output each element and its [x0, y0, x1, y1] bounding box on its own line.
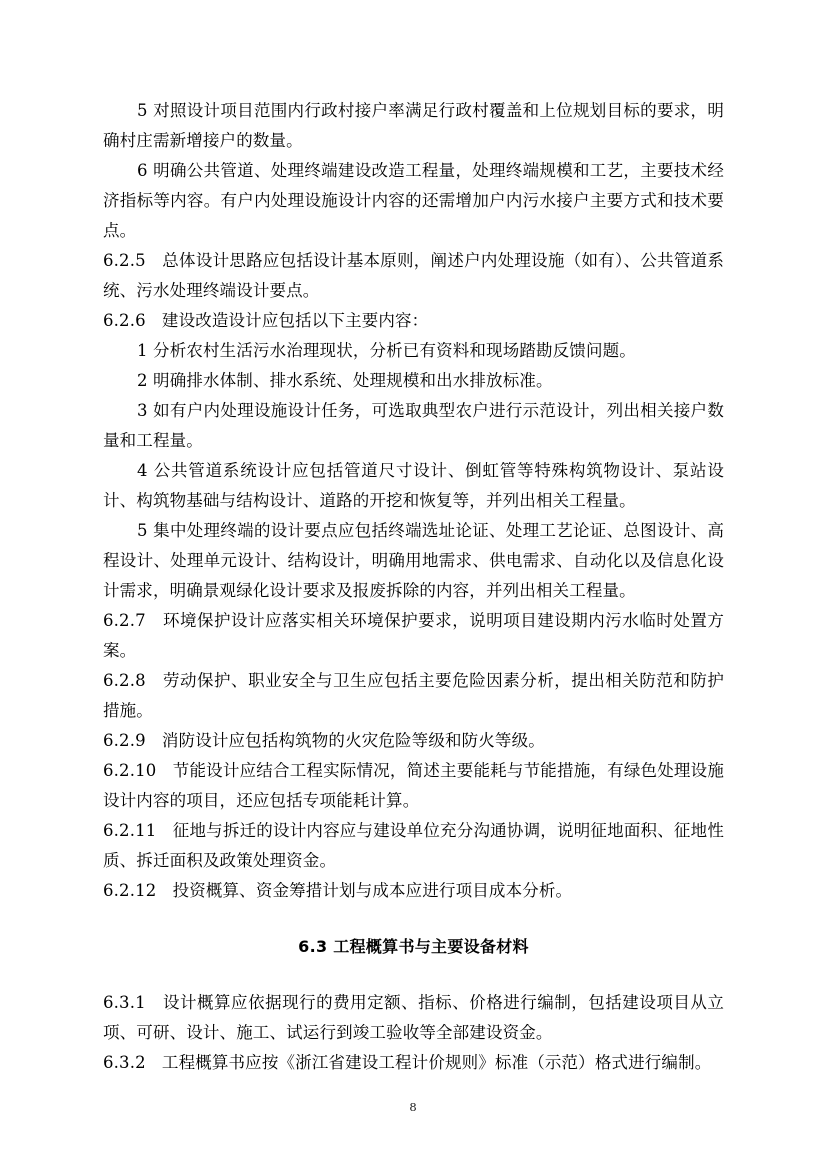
clause-text: 投资概算、资金筹措计划与成本应进行项目成本分析。 — [172, 881, 573, 900]
document-body — [103, 96, 724, 1078]
clause-number: 6.2.5 — [103, 251, 146, 270]
list-item-paragraph — [103, 396, 724, 456]
clause-text: 设计概算应依据现行的费用定额、指标、价格进行编制，包括建设项目从立项、可研、设计、施工、试运行到竣工验收等全部建设资金。 — [103, 993, 725, 1042]
list-item-paragraph — [103, 456, 724, 516]
clause-text: 劳动保护、职业安全与卫生应包括主要危险因素分析，提出相关防范和防护措施。 — [103, 671, 725, 720]
clause-number-separator — [156, 881, 172, 900]
clause-paragraph — [103, 606, 724, 666]
clause-paragraph — [103, 306, 724, 336]
clause-paragraph — [103, 726, 724, 756]
clause-number-separator — [156, 821, 172, 840]
clause-paragraph — [103, 876, 724, 906]
clause-text: 征地与拆迁的设计内容应与建设单位充分沟通协调，说明征地面积、征地性质、拆迁面积及政策处理资金。 — [103, 821, 724, 870]
clause-number-separator — [146, 611, 163, 630]
list-item-paragraph — [103, 366, 724, 396]
list-item-paragraph — [103, 516, 724, 606]
clause-number-separator — [146, 671, 163, 690]
list-item-paragraph — [103, 96, 724, 156]
clause-number: 6.2.11 — [103, 821, 157, 840]
clause-paragraph — [103, 666, 724, 726]
clause-paragraph — [103, 816, 724, 876]
clause-number: 6.3.2 — [103, 1053, 146, 1072]
clause-text: 总体设计思路应包括设计基本原则，阐述户内处理设施（如有）、公共管道系统、污水处理终端设计要点。 — [103, 251, 724, 300]
clause-text: 环境保护设计应落实相关环境保护要求，说明项目建设期内污水临时处置方案。 — [103, 611, 725, 660]
list-item-text: 1 分析农村生活污水治理现状，分析已有资料和现场踏勘反馈问题。 — [137, 341, 636, 360]
clause-number-separator — [146, 1053, 162, 1072]
clause-number: 6.2.10 — [103, 761, 157, 780]
clause-text: 消防设计应包括构筑物的火灾危险等级和防火等级。 — [161, 731, 545, 750]
clause-number: 6.2.12 — [103, 881, 157, 900]
clause-number-separator — [146, 993, 163, 1012]
clause-number-separator — [146, 311, 162, 330]
list-item-text: 3 如有户内处理设施设计任务，可选取典型农户进行示范设计，列出相关接户数量和工程量。 — [103, 401, 724, 450]
clause-paragraph — [103, 756, 724, 816]
list-item-text: 4 公共管道系统设计应包括管道尺寸设计、倒虹管等特殊构筑物设计、泵站设计、构筑物基础与结构设计、道路的开挖和恢复等，并列出相关工程量。 — [103, 461, 724, 510]
list-item-text: 5 对照设计项目范围内行政村接户率满足行政村覆盖和上位规划目标的要求，明确村庄需新增接户的数量。 — [103, 101, 724, 150]
clause-paragraph — [103, 1048, 724, 1078]
clause-number: 6.2.7 — [103, 611, 146, 630]
clause-number: 6.2.9 — [103, 731, 146, 750]
list-item-paragraph — [103, 336, 724, 366]
section-heading: 6.3 工程概算书与主要设备材料 — [298, 937, 529, 956]
clause-paragraph — [103, 988, 724, 1048]
clause-paragraph — [103, 246, 724, 306]
list-item-paragraph — [103, 156, 724, 246]
clause-number-separator — [156, 761, 172, 780]
page-number: 8 — [409, 1100, 417, 1114]
list-item-text: 6 明确公共管道、处理终端建设改造工程量，处理终端规模和工艺，主要技术经济指标等内容。有户内处理设施设计内容的还需增加户内污水接户主要方式和技术要点。 — [103, 161, 724, 240]
heading-spacer-top — [103, 906, 724, 932]
clause-text: 工程概算书应按《浙江省建设工程计价规则》标准（示范）格式进行编制。 — [161, 1053, 712, 1072]
heading-spacer-bottom — [103, 962, 724, 988]
clause-number-separator — [146, 731, 162, 750]
clause-number-separator — [146, 251, 163, 270]
clause-number: 6.2.8 — [103, 671, 146, 690]
clause-text: 节能设计应结合工程实际情况，简述主要能耗与节能措施，有绿色处理设施设计内容的项目，还应包括专项能耗计算。 — [103, 761, 724, 810]
clause-number: 6.3.1 — [103, 993, 146, 1012]
clause-number: 6.2.6 — [103, 311, 146, 330]
list-item-text: 5 集中处理终端的设计要点应包括终端选址论证、处理工艺论证、总图设计、高程设计、处理单元设计、结构设计，明确用地需求、供电需求、自动化以及信息化设计需求，明确景观绿化设计要求及报废拆除的内容，并列出相关工程量。 — [103, 521, 724, 600]
clause-text: 建设改造设计应包括以下主要内容： — [161, 311, 429, 330]
list-item-text: 2 明确排水体制、排水系统、处理规模和出水排放标准。 — [137, 371, 553, 390]
